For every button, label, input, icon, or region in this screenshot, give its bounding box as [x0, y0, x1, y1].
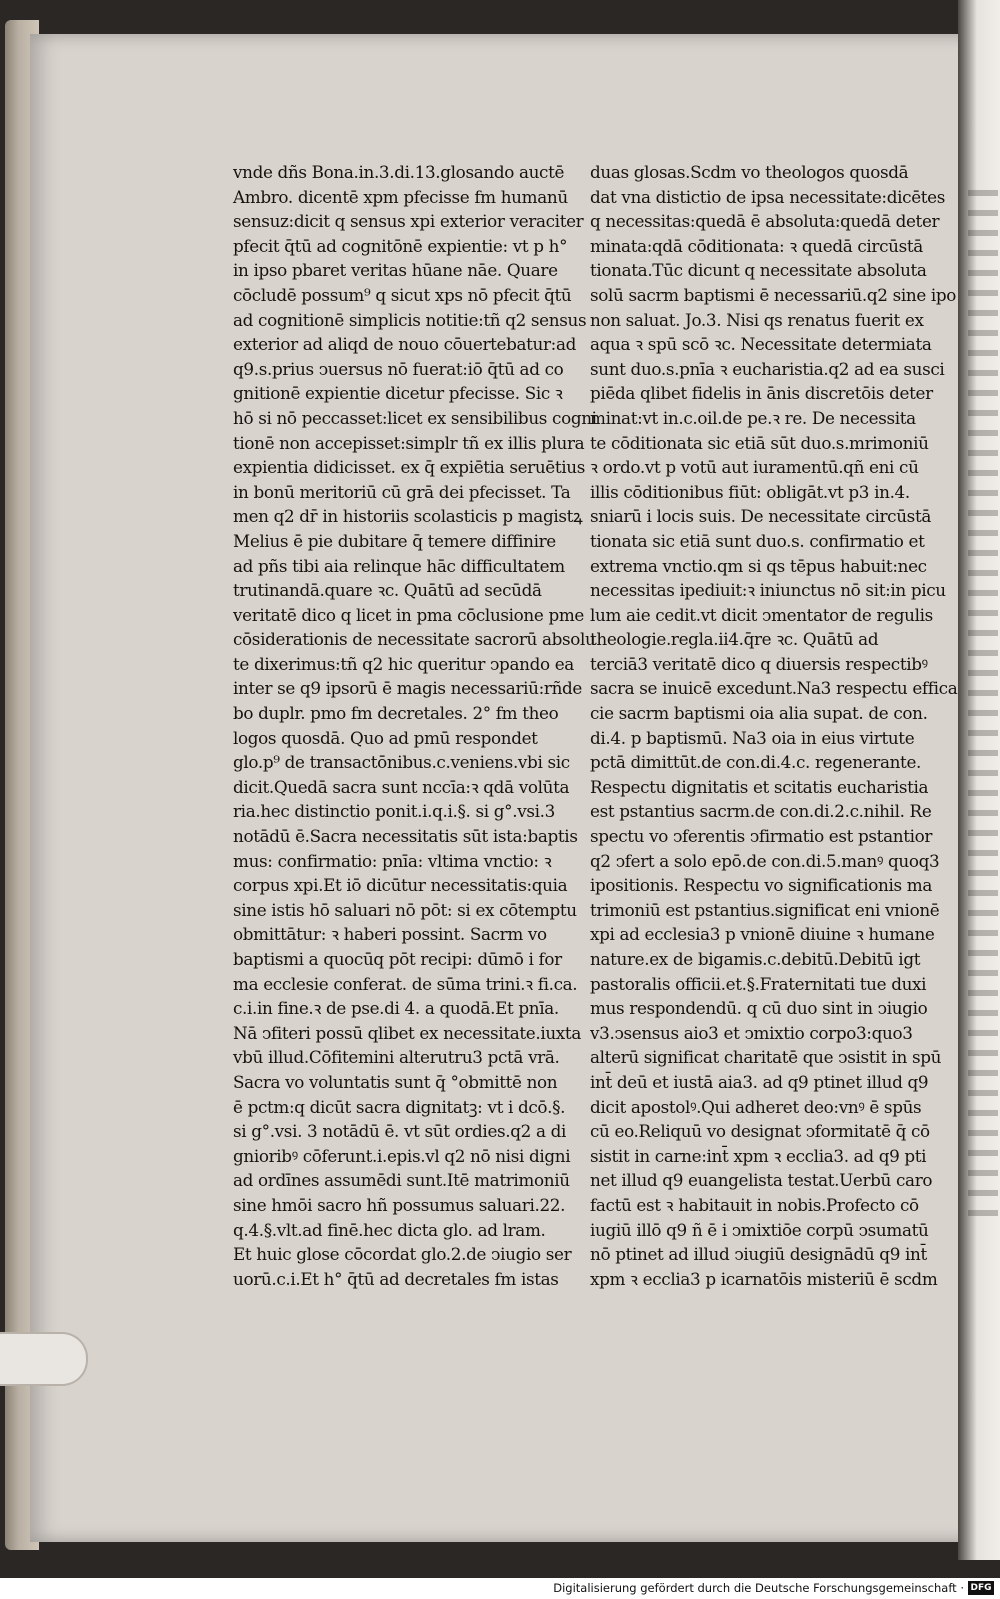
text-line: gnitionē expientie dicetur pfecisse. Sic ꝛ [233, 383, 563, 404]
page-tab-marker [0, 1332, 88, 1386]
text-line: obmittātur: ꝛ haberi possint. Sacrm vo [233, 924, 547, 945]
text-line: ad cognitionē simplicis notitie:tñ q2 sensus [233, 309, 587, 330]
text-line: illis cōditionibus fiūt: obligāt.vt p3 in.4. [590, 481, 910, 502]
text-line: minata:qdā cōditionata: ꝛ quedā circūstā [590, 235, 923, 256]
text-line: trimoniū est pstantius.significat eni vnionē [590, 899, 940, 920]
text-line: Ambro. dicentē xpm pfecisse fm humanū [233, 186, 568, 207]
text-line: si g°.vsi. 3 notādū ē. vt sūt ordies.q2 a di [233, 1121, 567, 1142]
text-line: ipositionis. Respectu vo significationis ma [590, 875, 932, 896]
text-line: in bonū meritoriū cū grā dei pfecisset. Ta [233, 481, 571, 502]
text-line: c.i.in fine.ꝛ de pse.di 4. a quodā.Et pnīa. [233, 998, 559, 1019]
text-line: di.4. p baptismū. Na3 oia in eius virtute [590, 727, 915, 748]
text-line: sistit in carne:int̄ xpm ꝛ ecclia3. ad q9 pti [590, 1145, 927, 1166]
text-line: duas glosas.Scdm vo theologos quosdā [590, 162, 909, 182]
text-line: trutinandā.quare ꝛc. Quātū ad secūdā [233, 580, 542, 601]
text-line: nō ptinet ad illud ↄiugiū designādū q9 int̄ [590, 1244, 927, 1265]
text-column-left [233, 160, 597, 1291]
text-line: minat:vt in.c.oil.de pe.ꝛ re. De necessita [590, 407, 916, 428]
text-line: int̄ deū et iustā aia3. ad q9 ptinet illud q9 [590, 1071, 929, 1092]
text-line: vnde dñs Bona.in.3.di.13.glosando auctē [233, 162, 565, 182]
text-line: pastoralis officii.et.§.Fraternitati tue duxi [590, 973, 927, 994]
text-line: ad pñs tibi aia relinque hāc difficultatem [233, 555, 565, 576]
text-line: xpm ꝛ ecclia3 p icarnatōis misteriū ē scdm [590, 1268, 938, 1289]
text-line: ria.hec distinctio ponit.i.q.i.§. si g°.vsi.3 [233, 801, 555, 822]
text-line: sniarū i locis suis. De necessitate circūstā [590, 506, 931, 527]
text-line: iugiū illō q9 ñ ē i ↄmixtiōe corpū ↄsumatū [590, 1219, 929, 1240]
text-line: mus respondendū. q cū duo sint in ↄiugio [590, 998, 928, 1019]
text-line: Respectu dignitatis et scitatis eucharistia [590, 776, 929, 797]
text-line: Et huic glose cōcordat glo.2.de ↄiugio ser [233, 1244, 572, 1265]
facing-page-text-bleed [968, 190, 998, 1230]
text-line: exterior ad aliqd de nouo cōuertebatur:ad [233, 334, 577, 355]
text-line: est pstantius sacrm.de con.di.2.c.nihil. Re [590, 801, 932, 822]
text-line: bo duplr. pmo fm decretales. 2° fm theo [233, 703, 559, 724]
text-line: extrema vnctio.qm si qs tēpus habuit:nec [590, 555, 927, 576]
text-line: ꝛ ordo.vt p votū aut iuramentū.qñ eni cū [590, 457, 919, 478]
text-line: cū eo.Reliquū vo designat ↄformitatē q̄ cō [590, 1121, 930, 1142]
text-line: lum aie cedit.vt dicit ↄmentator de regulis [590, 604, 933, 625]
text-line: sensuz:dicit q sensus xpi exterior veraciter [233, 211, 584, 232]
text-line: factū est ꝛ habitauit in nobis.Profecto cō [590, 1194, 919, 1215]
text-line: alterū significat charitatē que ↄsistit in spū [590, 1047, 942, 1068]
text-line: q necessitas:quedā ē absoluta:quedā deter [590, 211, 940, 232]
text-line: baptismi a quocūq pōt recipi: dūmō i for [233, 949, 562, 969]
text-line: sine istis hō saluari nō pōt: si ex cōtemptu [233, 899, 577, 920]
text-line: dicit.Quedā sacra sunt nccīa:ꝛ qdā volūta [233, 776, 570, 797]
text-line: veritatē dico q licet in pma cōclusione pme [233, 604, 584, 625]
text-line: nature.ex de bigamis.c.debitū.Debitū igt [590, 949, 921, 969]
dfg-logo: DFG [968, 1581, 994, 1595]
text-line: terciā3 veritatē dico q diuersis respectibꝰ [590, 653, 928, 674]
text-line: sacra se inuicē excedunt.Na3 respectu effica [590, 678, 958, 699]
text-line: theologie.regla.ii4.q̄re ꝛc. Quātū ad [590, 629, 879, 650]
text-line: pctā dimittūt.de con.di.4.c. regenerante. [590, 752, 922, 773]
text-line: tionata sic etiā sunt duo.s. confirmatio et [590, 530, 925, 551]
text-line: q.4.§.vlt.ad finē.hec dicta glo. ad lram. [233, 1219, 546, 1240]
text-column-right [590, 160, 957, 1291]
text-line: hō si nō peccasset:licet ex sensibilibus cogni [233, 407, 597, 428]
text-line: net illud q9 euangelista testat.Uerbū caro [590, 1170, 933, 1191]
text-line: spectu vo ↄferentis ↄfirmatio est pstantior [590, 826, 933, 847]
text-line: dat vna distictio de ipsa necessitate:dicētes [590, 186, 946, 207]
text-line: Sacra vo voluntatis sunt q̄ °obmittē non [233, 1071, 558, 1092]
text-line: dicit apostolꝰ.Qui adheret deo:vnꝰ ē spūs [590, 1096, 922, 1117]
text-line: vbū illud.Cōfitemini alterutru3 pctā vrā. [233, 1047, 560, 1068]
text-line: gnioribꝰ cōferunt.i.epis.vl q2 nō nisi digni [233, 1145, 571, 1166]
text-line: in ipso pbaret veritas hūane nāe. Quare [233, 260, 558, 281]
text-line: uorū.c.i.Et h° q̄tū ad decretales fm istas [233, 1268, 559, 1289]
text-line: corpus xpi.Et iō dicūtur necessitatis:quia [233, 875, 568, 896]
text-line: aqua ꝛ spū scō ꝛc. Necessitate determiata [590, 334, 932, 355]
text-line: non saluat. Jo.3. Nisi qs renatus fuerit ex [590, 309, 924, 330]
text-line: men q2 dr̄ in historiis scolasticis p magistꝝ [233, 506, 583, 527]
text-line: necessitas ipediuit:ꝛ iniunctus nō sit:in picu [590, 580, 946, 601]
text-line: pfecit q̄tū ad cognitōnē expientie: vt p h° [233, 235, 568, 256]
text-line: ad ordīnes assumēdi sunt.Itē matrimoniū [233, 1170, 570, 1191]
text-line: q2 ↄfert a solo epō.de con.di.5.manꝰ quoq3 [590, 850, 940, 871]
text-line: expientia didicisset. ex q̄ expiētia seruētius [233, 457, 586, 478]
text-line: te dixerimus:tñ q2 hic queritur ↄpando ea [233, 653, 574, 674]
text-line: sine hmōi sacro hñ possumus saluari.22. [233, 1194, 566, 1215]
text-line: v3.ↄsensus aio3 et ↄmixtio corpo3:quo3 [590, 1022, 913, 1043]
text-line: tionē non accepisset:simplr tñ ex illis plura [233, 432, 585, 453]
text-line: cōcludē possum⁹ q sicut xps nō pfecit q̄tū [233, 284, 572, 305]
text-line: sunt duo.s.pnīa ꝛ eucharistia.q2 ad ea susci [590, 358, 945, 379]
text-line: xpi ad ecclesia3 p vnionē diuine ꝛ humane [590, 924, 935, 945]
text-line: tionata.Tūc dicunt q necessitate absoluta [590, 260, 927, 281]
text-line: Nā ↄfiteri possū qlibet ex necessitate.iuxta [233, 1022, 581, 1043]
text-line: ma ecclesie conferat. de sūma trini.ꝛ fi.ca. [233, 973, 578, 994]
text-line: solū sacrm baptismi ē necessariū.q2 sine ipo [590, 284, 957, 305]
text-line: Melius ē pie dubitare q̄ temere diffinire [233, 530, 556, 551]
footer-bar [0, 1578, 1000, 1599]
text-line: cōsiderationis de necessitate sacrorū absolu [233, 629, 596, 650]
text-line: glo.p⁹ de transactōnibus.c.veniens.vbi sic [233, 752, 570, 773]
text-line: mus: confirmatio: pnīa: vltima vnctio: ꝛ [233, 850, 552, 871]
text-line: notādū ē.Sacra necessitatis sūt ista:baptis [233, 826, 578, 847]
text-line: logos quosdā. Quo ad pmū respondet [233, 727, 538, 748]
funding-credit: Digitalisierung gefördert durch die Deutsche Forschungsgemeinschaft · [553, 1581, 964, 1595]
text-line: inter se q9 ipsorū ē magis necessariū:rñde [233, 678, 583, 699]
text-line: q9.s.prius ↄuersus nō fuerat:iō q̄tū ad co [233, 358, 564, 379]
text-line: cie sacrm baptismi oia alia supat. de con. [590, 703, 928, 724]
text-line: ē pctm:q dicūt sacra dignitatꝫ: vt i dcō.§. [233, 1096, 566, 1117]
text-line: piēda qlibet fidelis in ānis discretōis deter [590, 383, 933, 404]
text-line: te cōditionata sic etiā sūt duo.s.mrimoniū [590, 432, 929, 453]
